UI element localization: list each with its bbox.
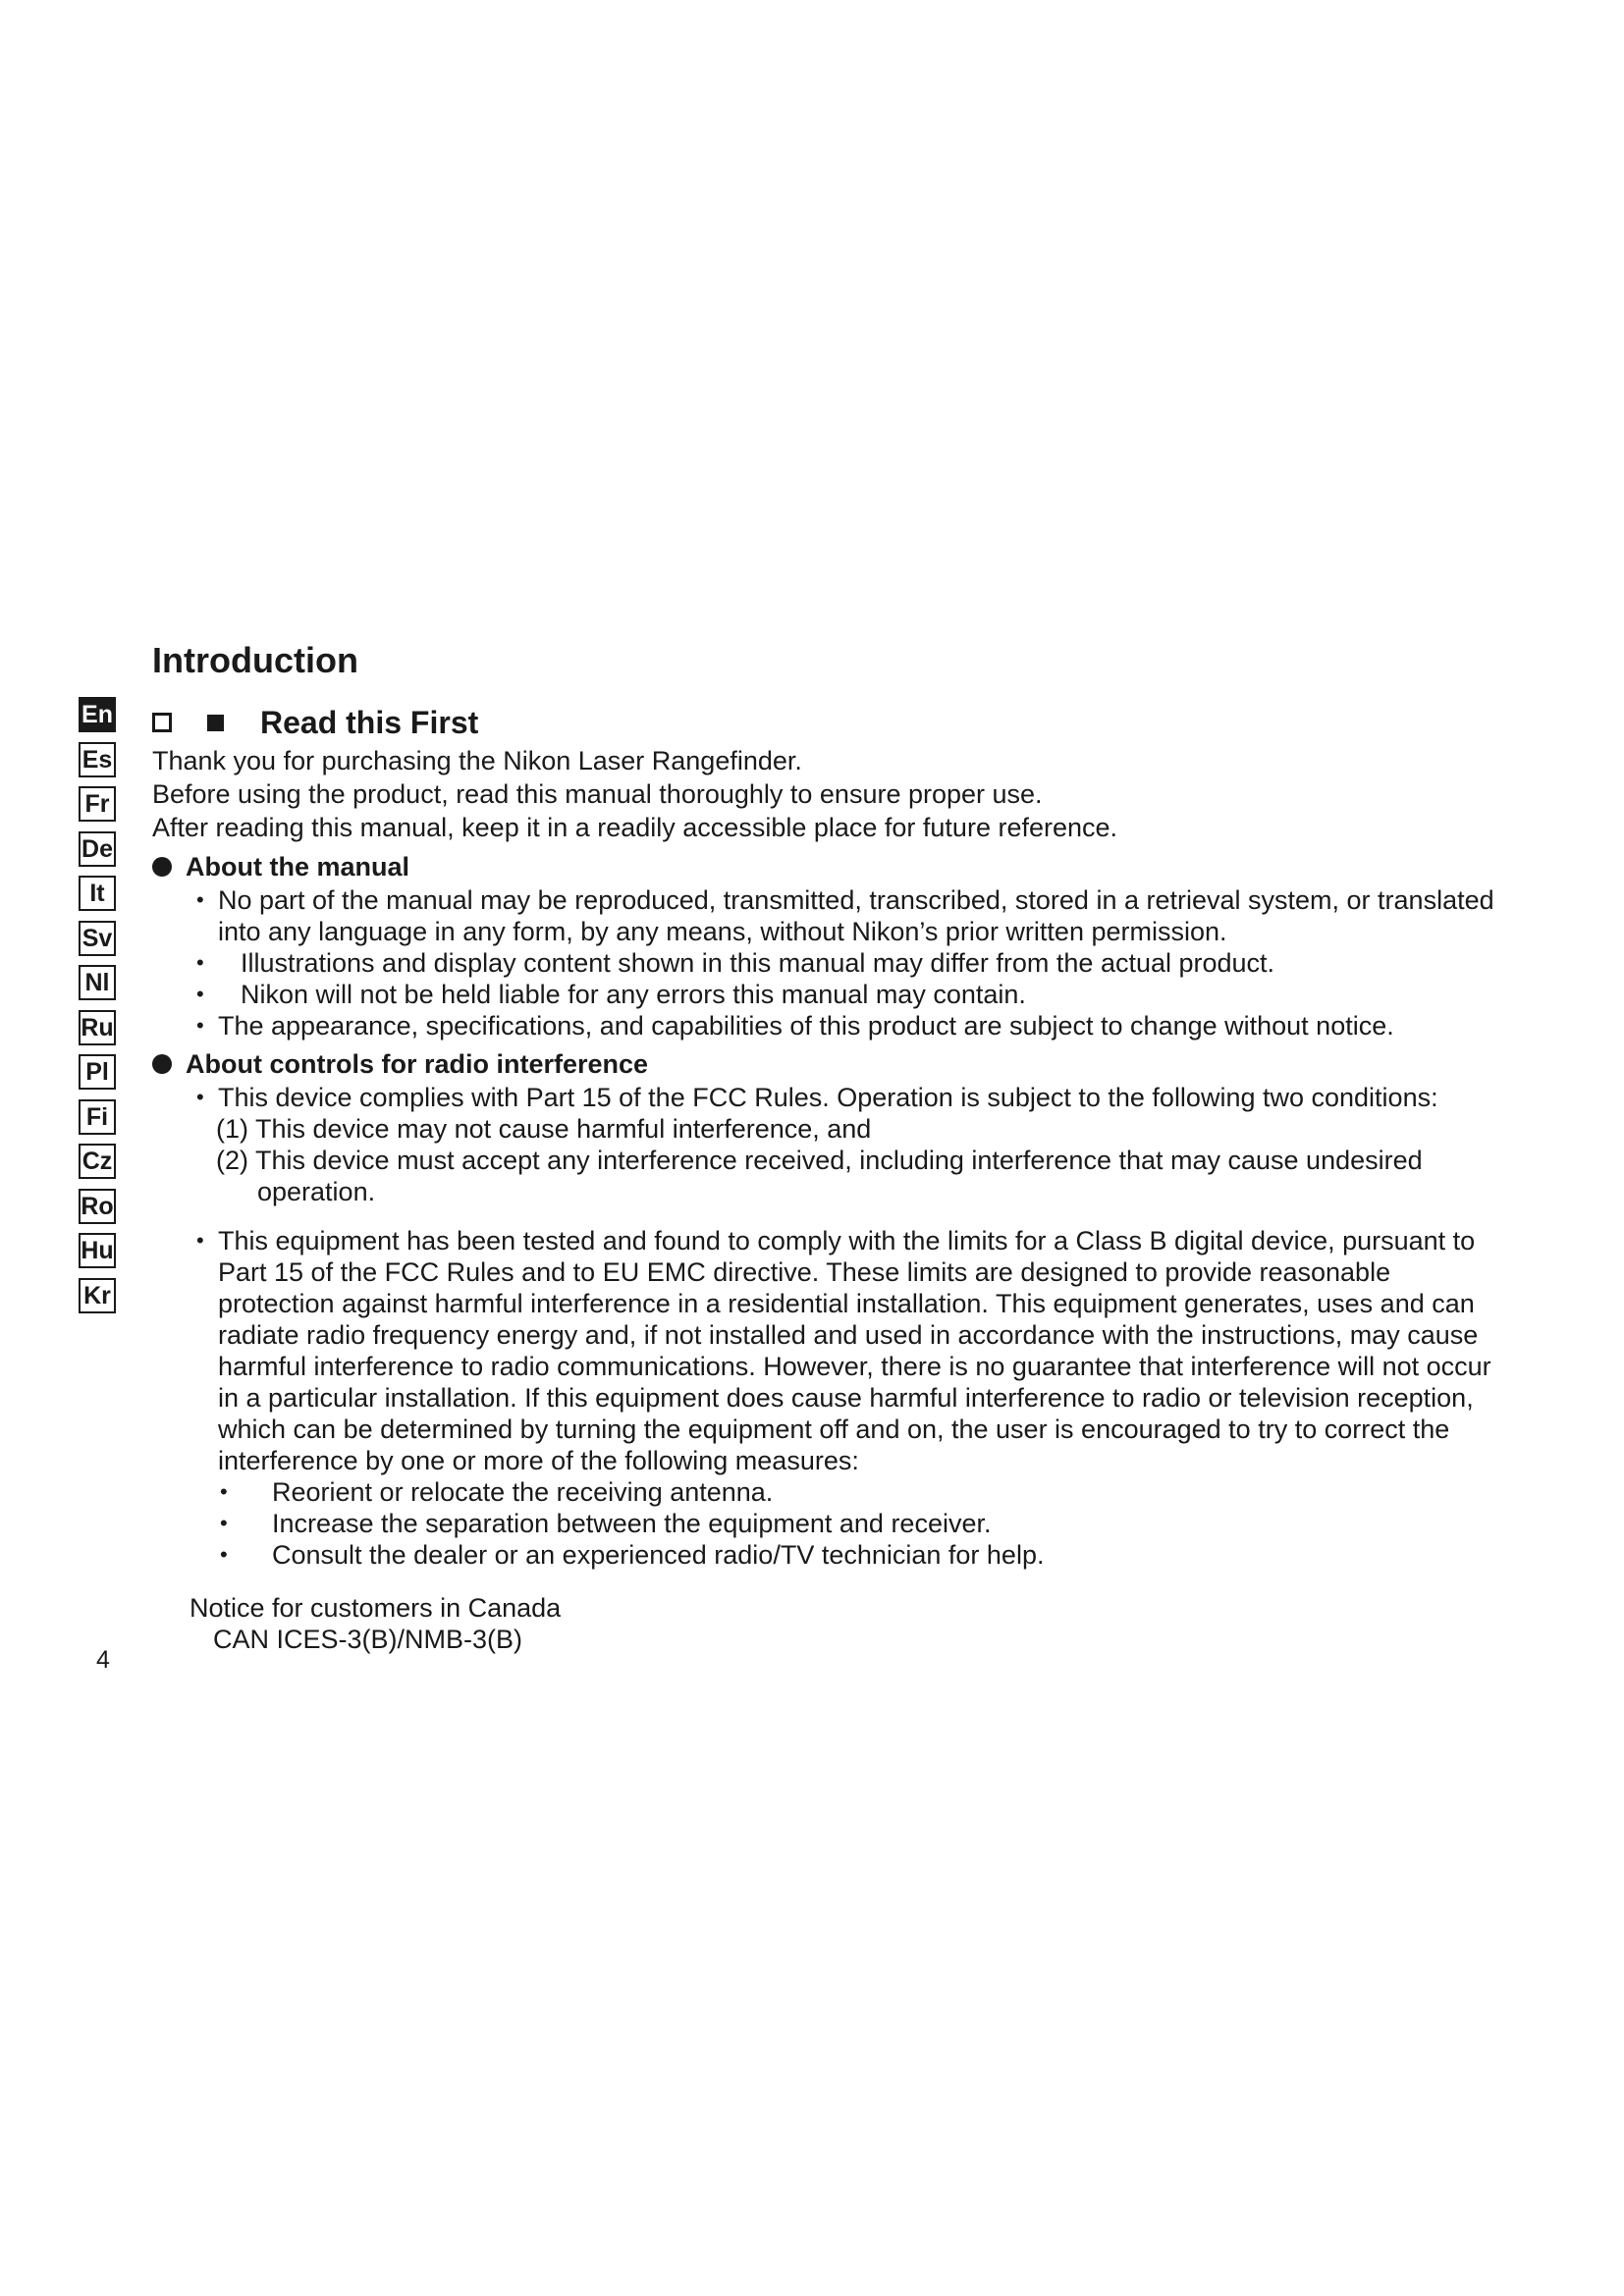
section-heading: [152, 701, 1497, 744]
lang-tab-nl[interactable]: Nl: [79, 965, 116, 1000]
section-title: Read this First: [260, 704, 479, 740]
list-item: • Reorient or relocate the receiving antenna.: [220, 1476, 1497, 1508]
fcc-conditions: [216, 1113, 1497, 1207]
measures-list: [152, 1476, 1497, 1571]
lang-tab-pl[interactable]: Pl: [79, 1054, 116, 1090]
canada-notice: [189, 1592, 1497, 1655]
filled-square-icon: [207, 715, 224, 731]
lang-tab-fr[interactable]: Fr: [79, 786, 116, 822]
fcc-list: [152, 1082, 1497, 1113]
list-item: • Nikon will not be held liable for any errors this manual may contain.: [196, 979, 1497, 1010]
canada-code: CAN ICES-3(B)/NMB-3(B): [213, 1625, 523, 1654]
lang-tab-de[interactable]: De: [79, 831, 116, 867]
bullet-dot-icon: [152, 1054, 172, 1074]
bullet-dot-icon: [152, 857, 172, 877]
condition-2-continued: operation.: [257, 1177, 376, 1206]
list-item: • Consult the dealer or an experienced radio/TV technician for help.: [220, 1539, 1497, 1571]
about-manual-title: About the manual: [186, 852, 409, 881]
about-manual-list: [152, 884, 1497, 1041]
lang-tab-en[interactable]: En: [79, 697, 116, 732]
equipment-statement: • This equipment has been tested and found to comply with the limits for a Class B digital device, pursuant to Part 15 of the FCC Rules and to EU EMC directive. These limits are designed to provide reasonable protection against harmful interference in a residential installation. This equipment generates, uses and can radiate radio frequency energy and, if not installed and used in accordance with the instructions, may cause harmful interference to radio communications. However, there is no guarantee that interference will not occur in a particular installation. If this equipment does cause harmful interference to radio or television reception, which can be determined by turning the equipment off and on, the user is encouraged to try to correct the interference by one or more of the following measures:: [196, 1225, 1497, 1476]
list-item: • No part of the manual may be reproduced, transmitted, transcribed, stored in a retrieval system, or translated into any language in any form, by any means, without Nikon’s prior written permission.: [196, 884, 1497, 947]
page-number: 4: [96, 1646, 110, 1674]
lang-tab-es[interactable]: Es: [79, 742, 116, 777]
list-item: • The appearance, specifications, and capabilities of this product are subject to change without notice.: [196, 1010, 1497, 1041]
intro-line: Before using the product, read this manual thoroughly to ensure proper use.: [152, 779, 1043, 809]
lang-tab-kr[interactable]: Kr: [79, 1278, 116, 1313]
empty-square-icon: [152, 713, 172, 732]
list-item: • Illustrations and display content shown in this manual may differ from the actual product.: [196, 947, 1497, 979]
lang-tab-sv[interactable]: Sv: [79, 921, 116, 956]
page-content: [152, 638, 1497, 1655]
lang-tab-cz[interactable]: Cz: [79, 1144, 116, 1179]
condition-1: (1) This device may not cause harmful interference, and: [216, 1114, 872, 1144]
page-title: Introduction: [152, 640, 358, 680]
condition-2: (2) This device must accept any interference received, including interference that may cause undesired: [216, 1146, 1423, 1175]
radio-heading: [152, 1046, 1497, 1082]
about-manual-heading: [152, 849, 1497, 884]
equipment-list: [152, 1225, 1497, 1476]
list-item: • Increase the separation between the equipment and receiver.: [220, 1508, 1497, 1539]
fcc-statement: • This device complies with Part 15 of the FCC Rules. Operation is subject to the following two conditions:: [196, 1082, 1497, 1113]
intro-line: After reading this manual, keep it in a readily accessible place for future reference.: [152, 813, 1118, 842]
lang-tab-it[interactable]: It: [79, 876, 116, 911]
intro-line: Thank you for purchasing the Nikon Laser Rangefinder.: [152, 746, 802, 775]
lang-tab-fi[interactable]: Fi: [79, 1099, 116, 1135]
lang-tab-ro[interactable]: Ro: [79, 1189, 116, 1224]
lang-tab-ru[interactable]: Ru: [79, 1010, 116, 1045]
lang-tab-hu[interactable]: Hu: [79, 1233, 116, 1268]
canada-notice-title: Notice for customers in Canada: [189, 1593, 562, 1623]
intro-text: [152, 744, 1497, 844]
language-tabs: [79, 697, 120, 1322]
radio-title: About controls for radio interference: [186, 1049, 649, 1079]
